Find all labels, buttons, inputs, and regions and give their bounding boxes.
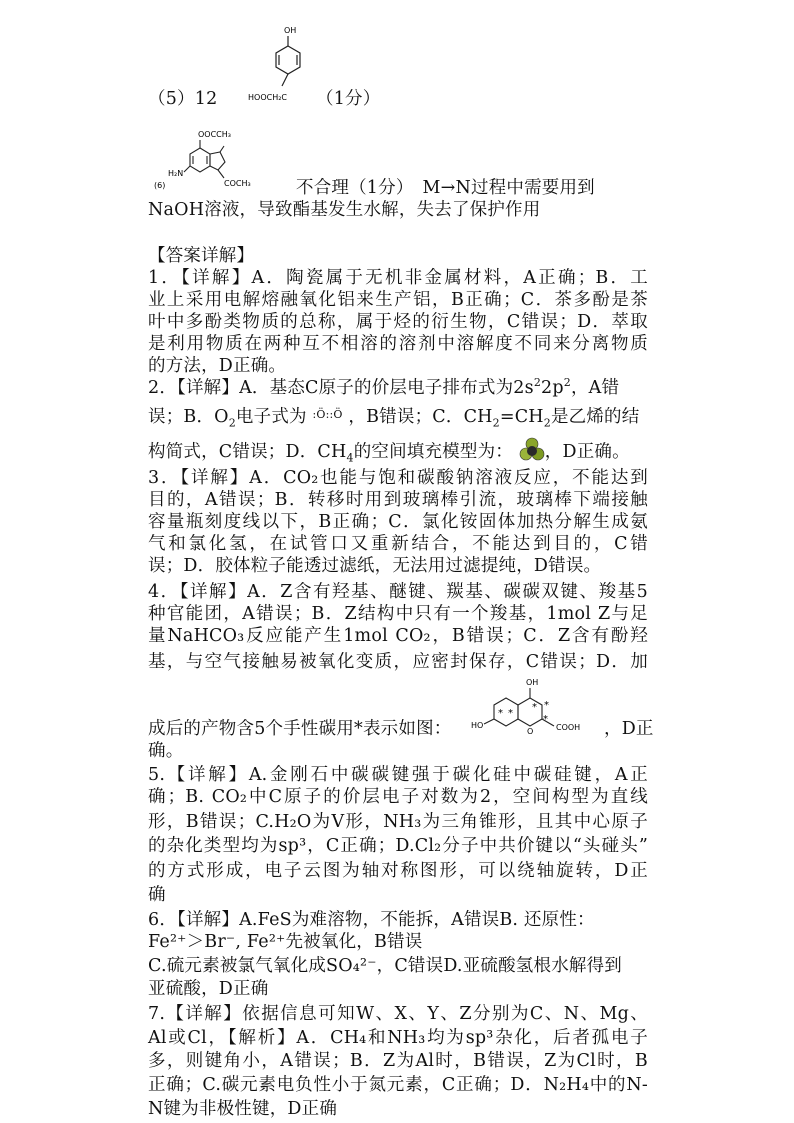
q3-line: 目的，A错误；B．转移时用到玻璃棒引流，玻璃棒下端接触 xyxy=(148,490,648,510)
q5-line: 形，B错误；C.H₂O为V形，NH₃为三角锥形，且其中心原子 xyxy=(148,812,648,832)
chiral-star: * xyxy=(508,708,513,719)
part6-line1: 不合理（1分） M→N过程中需要用到 xyxy=(296,178,595,198)
chiral-star: * xyxy=(532,702,537,713)
q1-line: 业上采用电解熔融氧化铝来生产铝，B正确；C．茶多酚是茶 xyxy=(148,290,648,310)
q5-line: 5.【详解】A.金刚石中碳碳键强于碳化硅中碳硅键，A正 xyxy=(148,765,648,785)
q7-line: 正确；C.碳元素电负性小于氮元素，C正确；D．N₂H₄中的N- xyxy=(148,1075,648,1095)
acetoxy-label: OOCCH₃ xyxy=(198,130,231,139)
chiral-star: * xyxy=(544,700,549,711)
q2-line1: 2．【详解】A．基态C原子的价层电子排布式为$2s^22p^2$，A错 xyxy=(148,376,620,398)
q7-line: Al或Cl，【解析】A．CH₄和NH₃均为sp³杂化，后者孤电子 xyxy=(148,1028,648,1048)
q7-line: N键为非极性键，D正确 xyxy=(148,1099,338,1119)
q3-line: 容量瓶刻度线以下，B正确；C．氯化铵固体加热分解生成氨 xyxy=(148,512,648,532)
q4-line: 量NaHCO₃反应能产生1mol CO₂，B错误；C．Z含有酚羟 xyxy=(148,626,648,646)
q1-line: 是利用物质在两种互不相溶的溶剂中溶解度不同来分离物质 xyxy=(148,334,648,354)
q6-line: C.硫元素被氯气氧化成SO₄²⁻，C错误D.亚硫酸氢根水解得到 xyxy=(148,956,622,976)
carboxyl-label: COOH xyxy=(556,723,581,732)
q5-line: 的方式形成，电子云图为轴对称图形，可以绕轴旋转，D正 xyxy=(148,861,648,881)
q4-line: 种官能团，A错误；B．Z结构中只有一个羧基，1mol Z与足 xyxy=(148,604,648,624)
q2-line3: 构简式，C错误；D．$CH_4$的空间填充模型为： ，D正确。 xyxy=(148,437,648,463)
q2-line2: 误；B．$O_2$电子式为 $^{:Ö::Ö}$ ，B错误；C．$CH_2=CH_2$是乙烯的结 xyxy=(148,407,640,430)
ring-oxygen-label: O xyxy=(527,727,534,736)
q3-line: 误；D．胶体粒子能透过滤纸，无法用过滤提纯，D错误。 xyxy=(148,556,602,576)
hydroxyl-label: OH xyxy=(526,678,539,687)
answer-heading: 【答案详解】 xyxy=(148,246,255,266)
amino-label: H₂N xyxy=(168,169,184,178)
methane-space-filling-model xyxy=(519,437,545,463)
q7-line: 多，则键角小，A错误；B．Z为Al时，B错误，Z为Cl时，B xyxy=(148,1051,648,1071)
q3-line: 3．【详解】A．CO₂也能与饱和碳酸钠溶液反应，不能达到 xyxy=(148,468,648,488)
hydroxyl-label: HO xyxy=(471,721,484,730)
part6-number: (6) xyxy=(154,181,166,190)
q6-line: 亚硫酸，D正确 xyxy=(148,979,269,999)
q5-line: 确 xyxy=(148,885,166,905)
q4-line: 基，与空气接触易被氧化变质，应密封保存，C错误；D．加 xyxy=(148,652,648,672)
part6-molecule xyxy=(150,128,280,198)
q7-line: 7.【详解】依据信息可知W、X、Y、Z分别为C、N、Mg、 xyxy=(148,1004,648,1024)
q5-line: 确；B. CO₂中C原子的价层电子对数为2，空间构型为直线 xyxy=(148,787,648,807)
part5-score: （1分） xyxy=(316,89,381,109)
hydroxyl-label: OH xyxy=(284,26,297,35)
q4-line: ，D正 xyxy=(604,719,654,739)
q3-line: 气和氯化氢，在试管口又重新结合，不能达到目的，C错 xyxy=(148,534,648,554)
q1-line: 的方法，D正确。 xyxy=(148,356,287,376)
o2-electron-formula: :Ö::Ö xyxy=(312,408,343,421)
substituent-label: HOOCH₂C xyxy=(248,93,288,102)
q4-line: 成后的产物含5个手性碳用*表示如图： xyxy=(148,719,452,739)
q5-line: 的杂化类型均为sp³，C正确；D.Cl₂分子中共价键以“头碰头” xyxy=(148,836,648,856)
q6-line: 6．【详解】A.FeS为难溶物，不能拆，A错误B. 还原性： xyxy=(148,910,595,930)
part6-line2: NaOH溶液，导致酯基发生水解，失去了保护作用 xyxy=(148,200,541,220)
chiral-star: * xyxy=(543,714,548,725)
chiral-carbon-molecule xyxy=(470,676,600,746)
acetyl-label: COCH₃ xyxy=(224,179,251,188)
part5-number: （5）12 xyxy=(148,89,218,109)
q4-line: 确。 xyxy=(148,741,184,761)
q6-line: Fe²⁺＞Br⁻, Fe²⁺先被氧化，B错误 xyxy=(148,932,423,952)
chiral-star: * xyxy=(498,708,503,719)
q1-line: 1．【详解】A．陶瓷属于无机非金属材料，A正确；B．工 xyxy=(148,268,648,288)
q4-line: 4．【详解】A．Z含有羟基、醚键、羰基、碳碳双键、羧基5 xyxy=(148,582,648,602)
q1-line: 叶中多酚类物质的总称，属于烃的衍生物，C错误；D．萃取 xyxy=(148,312,648,332)
